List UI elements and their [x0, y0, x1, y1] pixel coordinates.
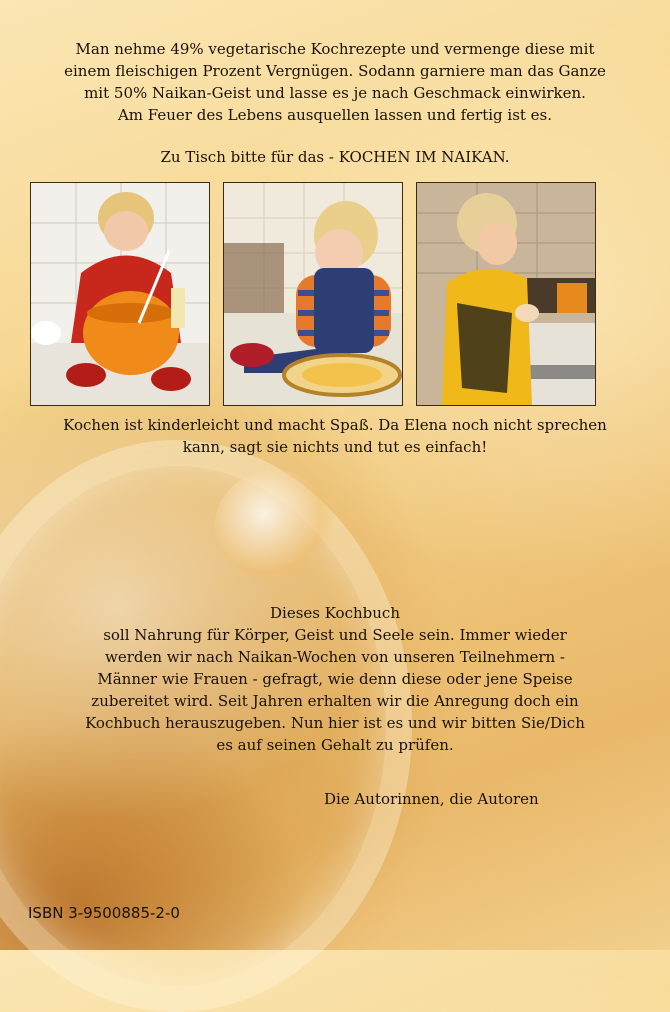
tagline: Zu Tisch bitte für das - KOCHEN IM NAIKAN. [160, 148, 510, 166]
intro-paragraph [0, 38, 670, 126]
isbn-number: ISBN 3-9500885-2-0 [28, 904, 180, 922]
background-jar-knob [215, 470, 335, 580]
photo-child-at-sink [416, 182, 596, 406]
intro-line: einem fleischigen Prozent Vergnügen. Sodann garniere man das Ganze [64, 62, 606, 80]
preface-line: zubereitet wird. Seit Jahren erhalten wir die Anregung doch ein [91, 692, 579, 710]
preface-line: Kochbuch herauszugeben. Nun hier ist es und wir bitten Sie/Dich [85, 714, 585, 732]
authors-signature: Die Autorinnen, die Autoren [324, 790, 539, 808]
intro-line: Am Feuer des Lebens ausquellen lassen und fertig ist es. [117, 106, 553, 124]
caption-line: Kochen ist kinderleicht und macht Spaß. Da Elena noch nicht sprechen [63, 416, 607, 434]
photo-child-mixing-bowl [30, 182, 210, 406]
intro-line: Man nehme 49% vegetarische Kochrezepte und vermenge diese mit [75, 40, 595, 58]
photo-caption [0, 414, 670, 458]
preface-line: es auf seinen Gehalt zu prüfen. [216, 736, 454, 754]
intro-line: mit 50% Naikan-Geist und lasse es je nach Geschmack einwirken. [84, 84, 586, 102]
preface-line: Dieses Kochbuch [270, 604, 400, 622]
preface-line: werden wir nach Naikan-Wochen von unseren Teilnehmern - [105, 648, 565, 666]
preface-paragraph [0, 602, 670, 756]
preface-line: Männer wie Frauen - gefragt, wie denn diese oder jene Speise [97, 670, 573, 688]
photo-child-eating-plate [223, 182, 403, 406]
caption-line: kann, sagt sie nichts und tut es einfach! [182, 438, 488, 456]
preface-line: soll Nahrung für Körper, Geist und Seele sein. Immer wieder [103, 626, 567, 644]
photo-strip [30, 182, 596, 406]
